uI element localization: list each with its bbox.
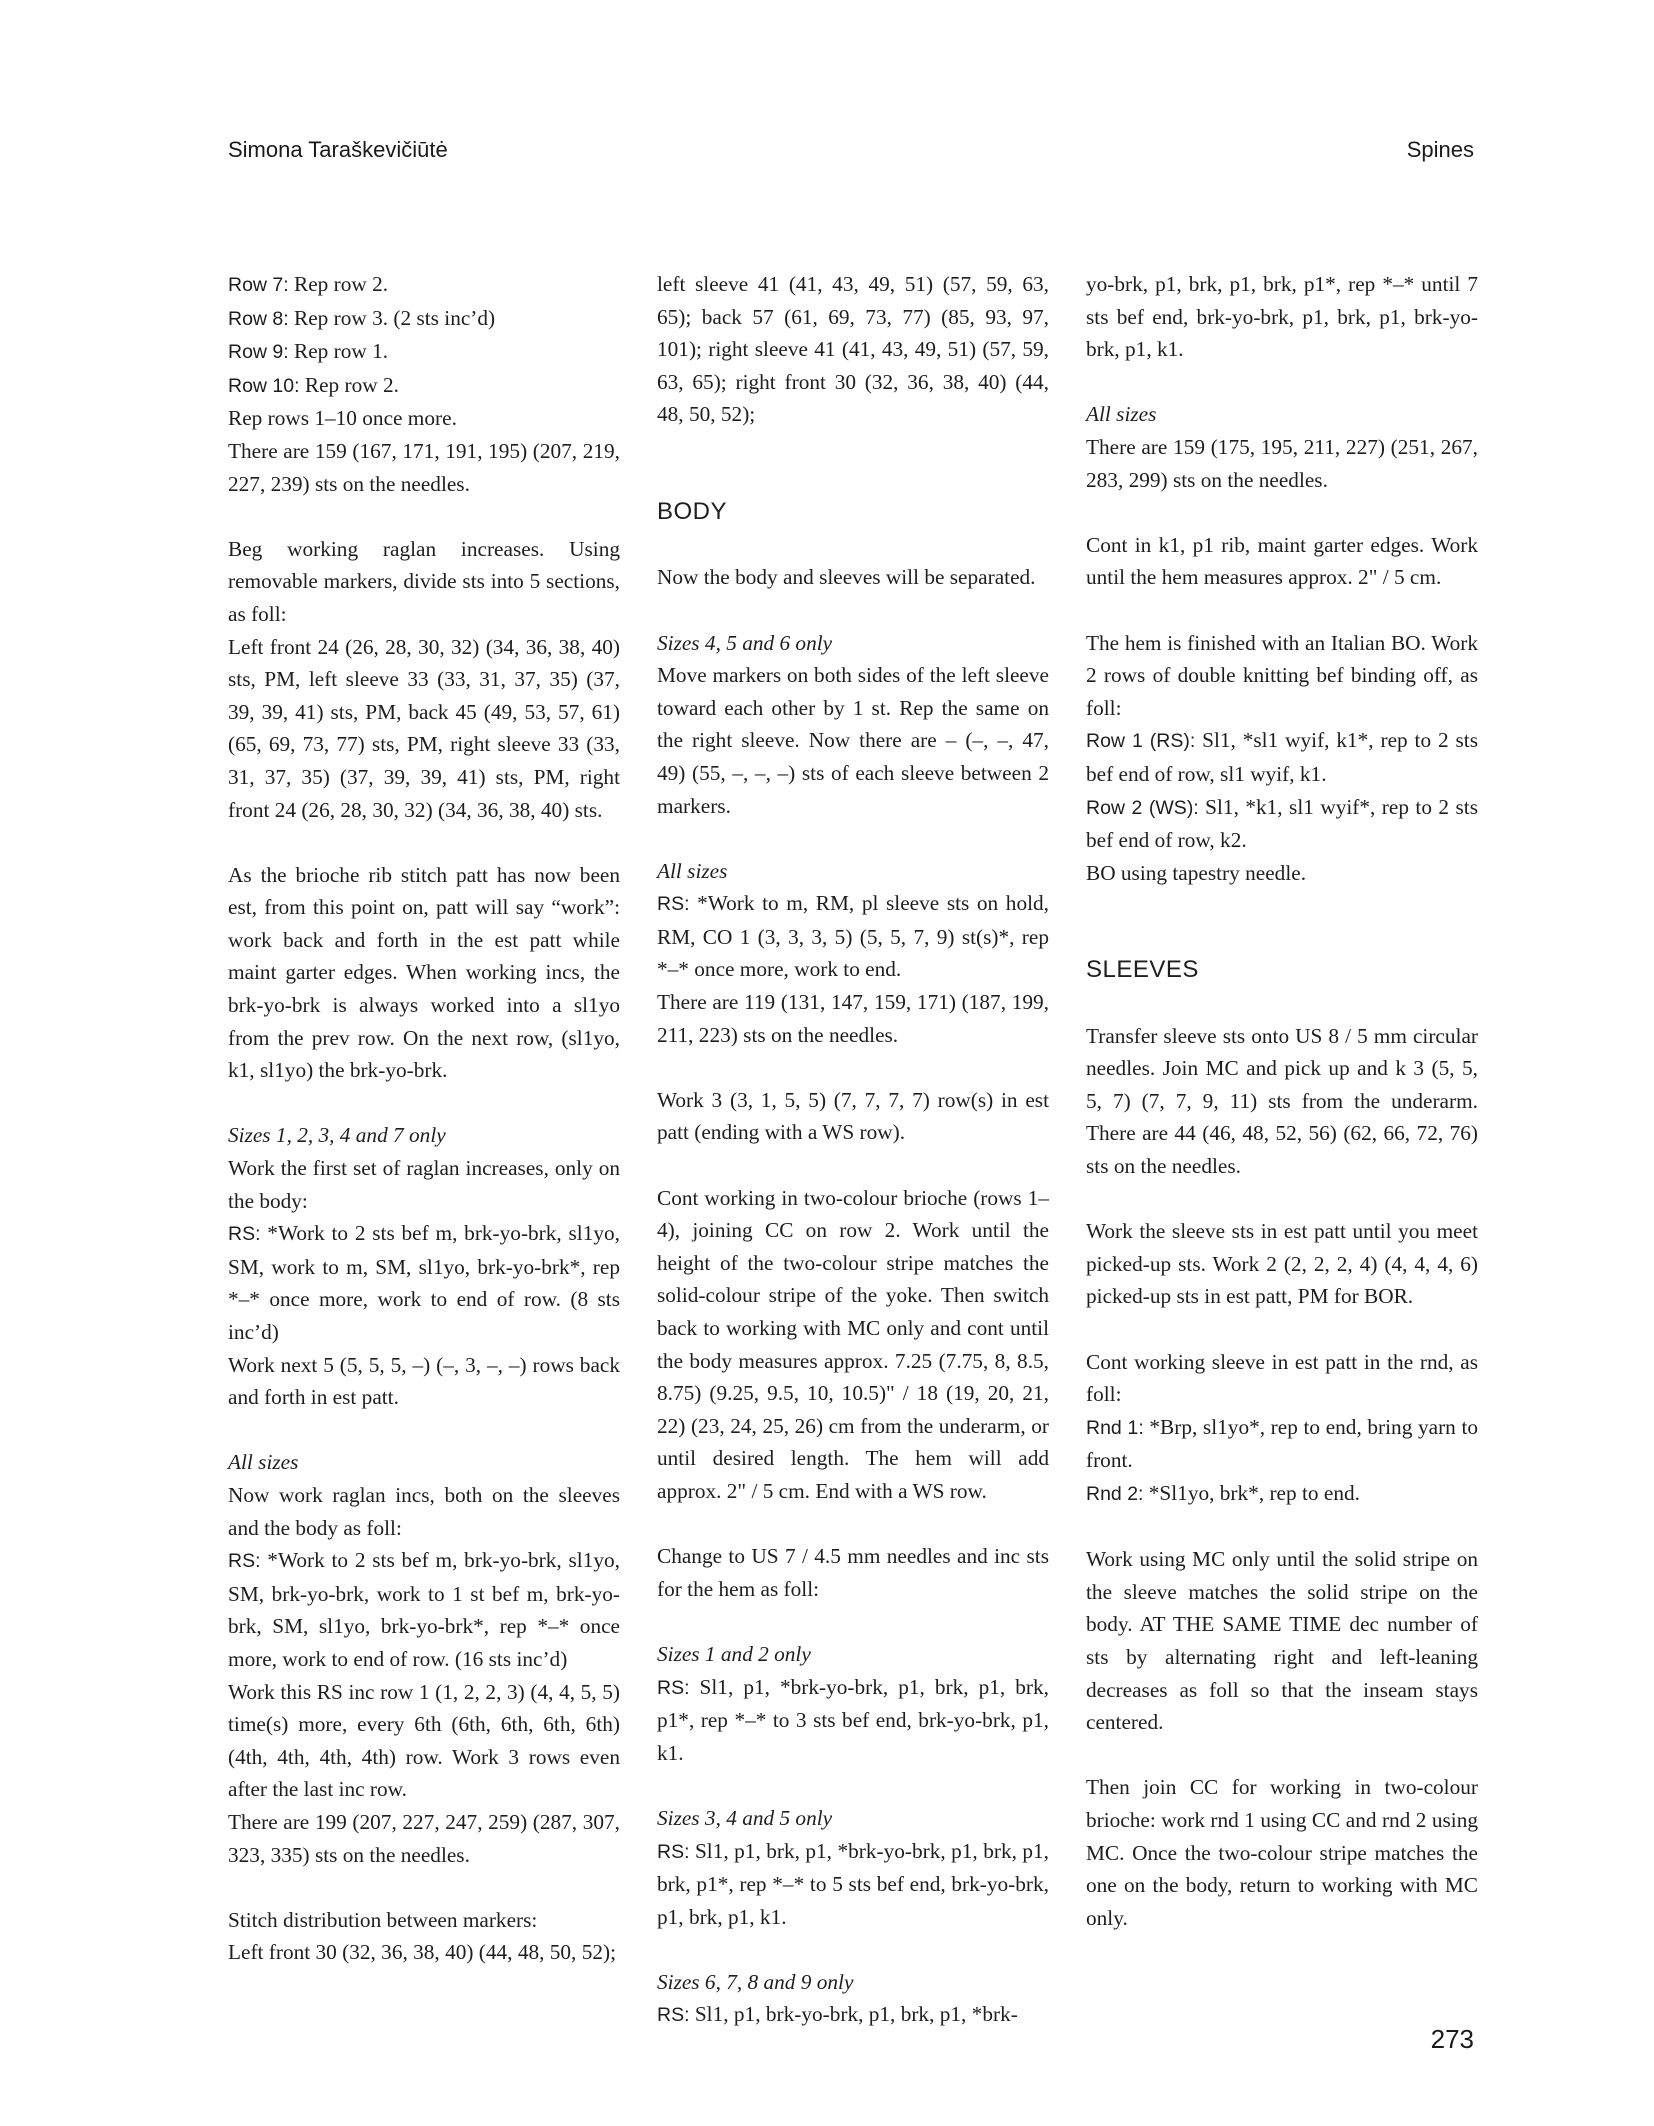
cont-sleeve-text: Cont working sleeve in est patt in the rnd, as foll: — [1086, 1349, 1478, 1407]
all-sizes-paragraph — [657, 855, 1049, 1052]
sections-text: Left front 24 (26, 28, 30, 32) (34, 36, 38, 40) sts, PM, left sleeve 33 (33, 31, 37, 35) (37, 39, 39, 41) sts, PM, back 45 (49, 53, 57, 61) (65, 69, 73, 77) sts, PM, right sleeve 33 (33, 31, 37, 35) (37, 39, 39, 41) sts, PM, right front 24 (26, 28, 30, 32) (34, 36, 38, 40) sts. — [228, 634, 620, 822]
sizes-6-7-8-9-paragraph — [657, 1966, 1049, 2032]
sizes-3-4-5-paragraph — [657, 1802, 1049, 1933]
running-head-author: Simona Taraškevičiūtė — [228, 137, 448, 162]
work-3-text: Work 3 (3, 1, 5, 5) (7, 7, 7, 7) row(s) in est patt (ending with a WS row). — [657, 1087, 1049, 1145]
spacer — [1086, 922, 1478, 955]
running-head-title: Spines — [1406, 137, 1474, 162]
all-sizes-heading: All sizes — [657, 858, 728, 883]
spacer — [657, 464, 1049, 497]
sizes-heading: Sizes 1, 2, 3, 4 and 7 only — [228, 1123, 446, 1148]
column-2 — [657, 268, 1049, 2032]
row-10: Row 10: Rep row 2. — [228, 372, 399, 397]
row-7: Row 7: Rep row 2. — [228, 272, 389, 296]
sizes-heading: Sizes 6, 7, 8 and 9 only — [657, 1969, 854, 1994]
stitch-count-text: There are 119 (131, 147, 159, 171) (187, 199, 211, 223) sts on the needles. — [657, 990, 1049, 1047]
work-sleeve-text: Work the sleeve sts in est patt until you meet picked-up sts. Work 2 (2, 2, 2, 4) (4, 4, 4, 6) picked-up sts in est patt, PM for BOR. — [1086, 1219, 1478, 1309]
page-number: 273 — [1430, 2024, 1474, 2054]
sizes-1-2-3-4-7-paragraph — [228, 1119, 620, 1413]
rs-instruction: RS: Sl1, p1, brk-yo-brk, p1, brk, p1, *brk- — [657, 2002, 1018, 2027]
sizes-heading: Sizes 3, 4 and 5 only — [657, 1805, 833, 1830]
first-set-text: Work the first set of raglan increases, only on the body: — [228, 1156, 620, 1213]
separated-text: Now the body and sleeves will be separated. — [657, 565, 1036, 590]
rep-rows-text: Rep rows 1–10 once more. — [228, 406, 457, 431]
row-9: Row 9: Rep row 1. — [228, 339, 389, 364]
two-colour-text: Cont working in two-colour brioche (rows 1–4), joining CC on row 2. Work until the height of the two-colour stripe matches the solid-colour stripe of the yoke. Then switch back to working with MC only and cont until the body measures approx. 7.25 (7.75, 8, 8.5, 8.75) (9.25, 9.5, 10, 10.5)" / 18 (19, 20, 21, 22) (23, 24, 25, 26) cm from the underarm, or until desired length. The hem will add approx. 2" / 5 cm. End with a WS row. — [657, 1185, 1049, 1503]
rnd-1: Rnd 1: *Brp, sl1yo*, rep to end, bring yarn to front. — [1086, 1414, 1479, 1473]
italian-bo-paragraph — [1086, 627, 1478, 890]
column-3 — [1086, 268, 1478, 1934]
brioche-note: As the brioche rib stitch patt has now been est, from this point on, patt will say “work”: work back and forth in the est patt while maint garter edges. When working incs, the brk-yo-brk is always worked into a sl1yo from the prev row. On the next row, (sl1yo, k1, sl1yo) the brk-yo-brk. — [228, 862, 620, 1083]
row-2-ws: Row 2 (WS): Sl1, *k1, sl1 wyif*, rep to 2 sts bef end of row, k2. — [1086, 794, 1478, 853]
distribution-paragraph — [228, 1904, 620, 1969]
row-list — [228, 268, 620, 500]
stitch-count-text: There are 199 (207, 227, 247, 259) (287, 307, 323, 335) sts on the needles. — [228, 1809, 620, 1867]
move-markers-text: Move markers on both sides of the left sleeve toward each other by 1 st. Rep the same on the right sleeve. Now there are – (–, –, 47, 49) (55, –, –, –) sts of each sleeve between 2 markers. — [657, 663, 1049, 818]
raglan-intro: Beg working raglan increases. Using removable markers, divide sts into 5 sections, as foll: — [228, 536, 620, 626]
row-1-rs: Row 1 (RS): Sl1, *sl1 wyif, k1*, rep to 2 sts bef end of row, sl1 wyif, k1. — [1086, 728, 1478, 786]
work-next-text: Work next 5 (5, 5, 5, –) (–, 3, –, –) rows back and forth in est patt. — [228, 1352, 620, 1410]
all-sizes-heading: All sizes — [228, 1450, 299, 1475]
work-mc-text: Work using MC only until the solid stripe on the sleeve matches the solid stripe on the body. AT THE SAME TIME dec number of sts by alternating right and left-leaning decreases as foll so that the inseam stays centered. — [1086, 1547, 1478, 1735]
italian-bo-text: The hem is finished with an Italian BO. Work 2 rows of double knitting bef binding off, as foll: — [1086, 630, 1478, 720]
work-this-text: Work this RS inc row 1 (1, 2, 2, 3) (4, 4, 5, 5) time(s) more, every 6th (6th, 6th, 6th, 6th) (4th, 4th, 4th, 4th) row. Work 3 rows even after the last inc row. — [228, 1679, 620, 1802]
cont-rib-text: Cont in k1, p1 rib, maint garter edges. Work until the hem measures approx. 2" / 5 cm. — [1086, 532, 1478, 590]
row-8: Row 8: Rep row 3. (2 sts inc’d) — [228, 305, 496, 330]
sizes-heading: Sizes 1 and 2 only — [657, 1641, 811, 1666]
bo-tapestry-text: BO using tapestry needle. — [1086, 860, 1307, 885]
distribution-continued: left sleeve 41 (41, 43, 49, 51) (57, 59, 63, 65); back 57 (61, 69, 73, 77) (85, 93, 97, 101); right sleeve 41 (41, 43, 49, 51) (57, 59, 63, 65); right front 30 (32, 36, 38, 40) (44, 48, 50, 52); — [657, 272, 1049, 427]
rs-instruction: RS: Sl1, p1, *brk-yo-brk, p1, brk, p1, brk, p1*, rep *–* to 3 sts bef end, brk-yo-brk, p1, k1. — [657, 1674, 1049, 1765]
stitch-count-text: There are 159 (175, 195, 211, 227) (251, 267, 283, 299) sts on the needles. — [1086, 434, 1478, 492]
rs-instruction: RS: *Work to m, RM, pl sleeve sts on hold, RM, CO 1 (3, 3, 3, 5) (5, 5, 7, 9) st(s)*, rep *–* once more, work to end. — [657, 891, 1049, 982]
distribution-left-front: Left front 30 (32, 36, 38, 40) (44, 48, 50, 52); — [228, 1940, 617, 1965]
rnd-paragraph — [1086, 1346, 1478, 1511]
all-sizes-paragraph — [228, 1446, 620, 1871]
join-cc-text: Then join CC for working in two-colour brioche: work rnd 1 using CC and rnd 2 using MC. Once the two-colour stripe matches the one on the body, return to working with MC only. — [1086, 1775, 1478, 1930]
sizes-4-5-6-paragraph — [657, 627, 1049, 823]
section-heading-sleeves: SLEEVES — [1086, 956, 1199, 984]
rs-instruction: RS: *Work to 2 sts bef m, brk-yo-brk, sl1yo, SM, brk-yo-brk, work to 1 st bef m, brk-yo-brk, SM, sl1yo, brk-yo-brk*, rep *–* once more, work to end of row. (16 sts inc’d) — [228, 1548, 620, 1671]
rs-continued: yo-brk, p1, brk, p1, brk, p1*, rep *–* until 7 sts bef end, brk-yo-brk, p1, brk, p1, brk-yo-brk, p1, k1. — [1086, 272, 1478, 362]
all-sizes-heading: All sizes — [1086, 402, 1157, 427]
column-1 — [228, 268, 620, 1969]
rnd-2: Rnd 2: *Sl1yo, brk*, rep to end. — [1086, 1480, 1360, 1505]
rs-instruction: RS: *Work to 2 sts bef m, brk-yo-brk, sl1yo, SM, work to m, SM, sl1yo, brk-yo-brk*, rep *–* once more, work to end of row. (8 sts inc’d) — [228, 1221, 620, 1344]
now-work-text: Now work raglan incs, both on the sleeves and the body as foll: — [228, 1482, 620, 1540]
rs-instruction: RS: Sl1, p1, brk, p1, *brk-yo-brk, p1, brk, p1, brk, p1*, rep *–* to 5 sts bef end, brk-yo-brk, p1, brk, p1, k1. — [657, 1838, 1049, 1929]
transfer-text: Transfer sleeve sts onto US 8 / 5 mm circular needles. Join MC and pick up and k 3 (5, 5, 5, 7) (7, 7, 9, 11) sts from the underarm. There are 44 (46, 48, 52, 56) (62, 66, 72, 76) sts on the needles. — [1086, 1023, 1478, 1179]
stitch-count-text: There are 159 (167, 171, 191, 195) (207, 219, 227, 239) sts on the needles. — [228, 438, 620, 496]
sizes-1-2-paragraph — [657, 1638, 1049, 1769]
section-heading-body: BODY — [657, 498, 728, 526]
all-sizes-paragraph — [1086, 398, 1478, 496]
sizes-heading: Sizes 4, 5 and 6 only — [657, 630, 833, 655]
change-needles-text: Change to US 7 / 4.5 mm needles and inc sts for the hem as foll: — [657, 1544, 1049, 1601]
distribution-heading: Stitch distribution between markers: — [228, 1907, 538, 1932]
raglan-paragraph — [228, 533, 620, 826]
